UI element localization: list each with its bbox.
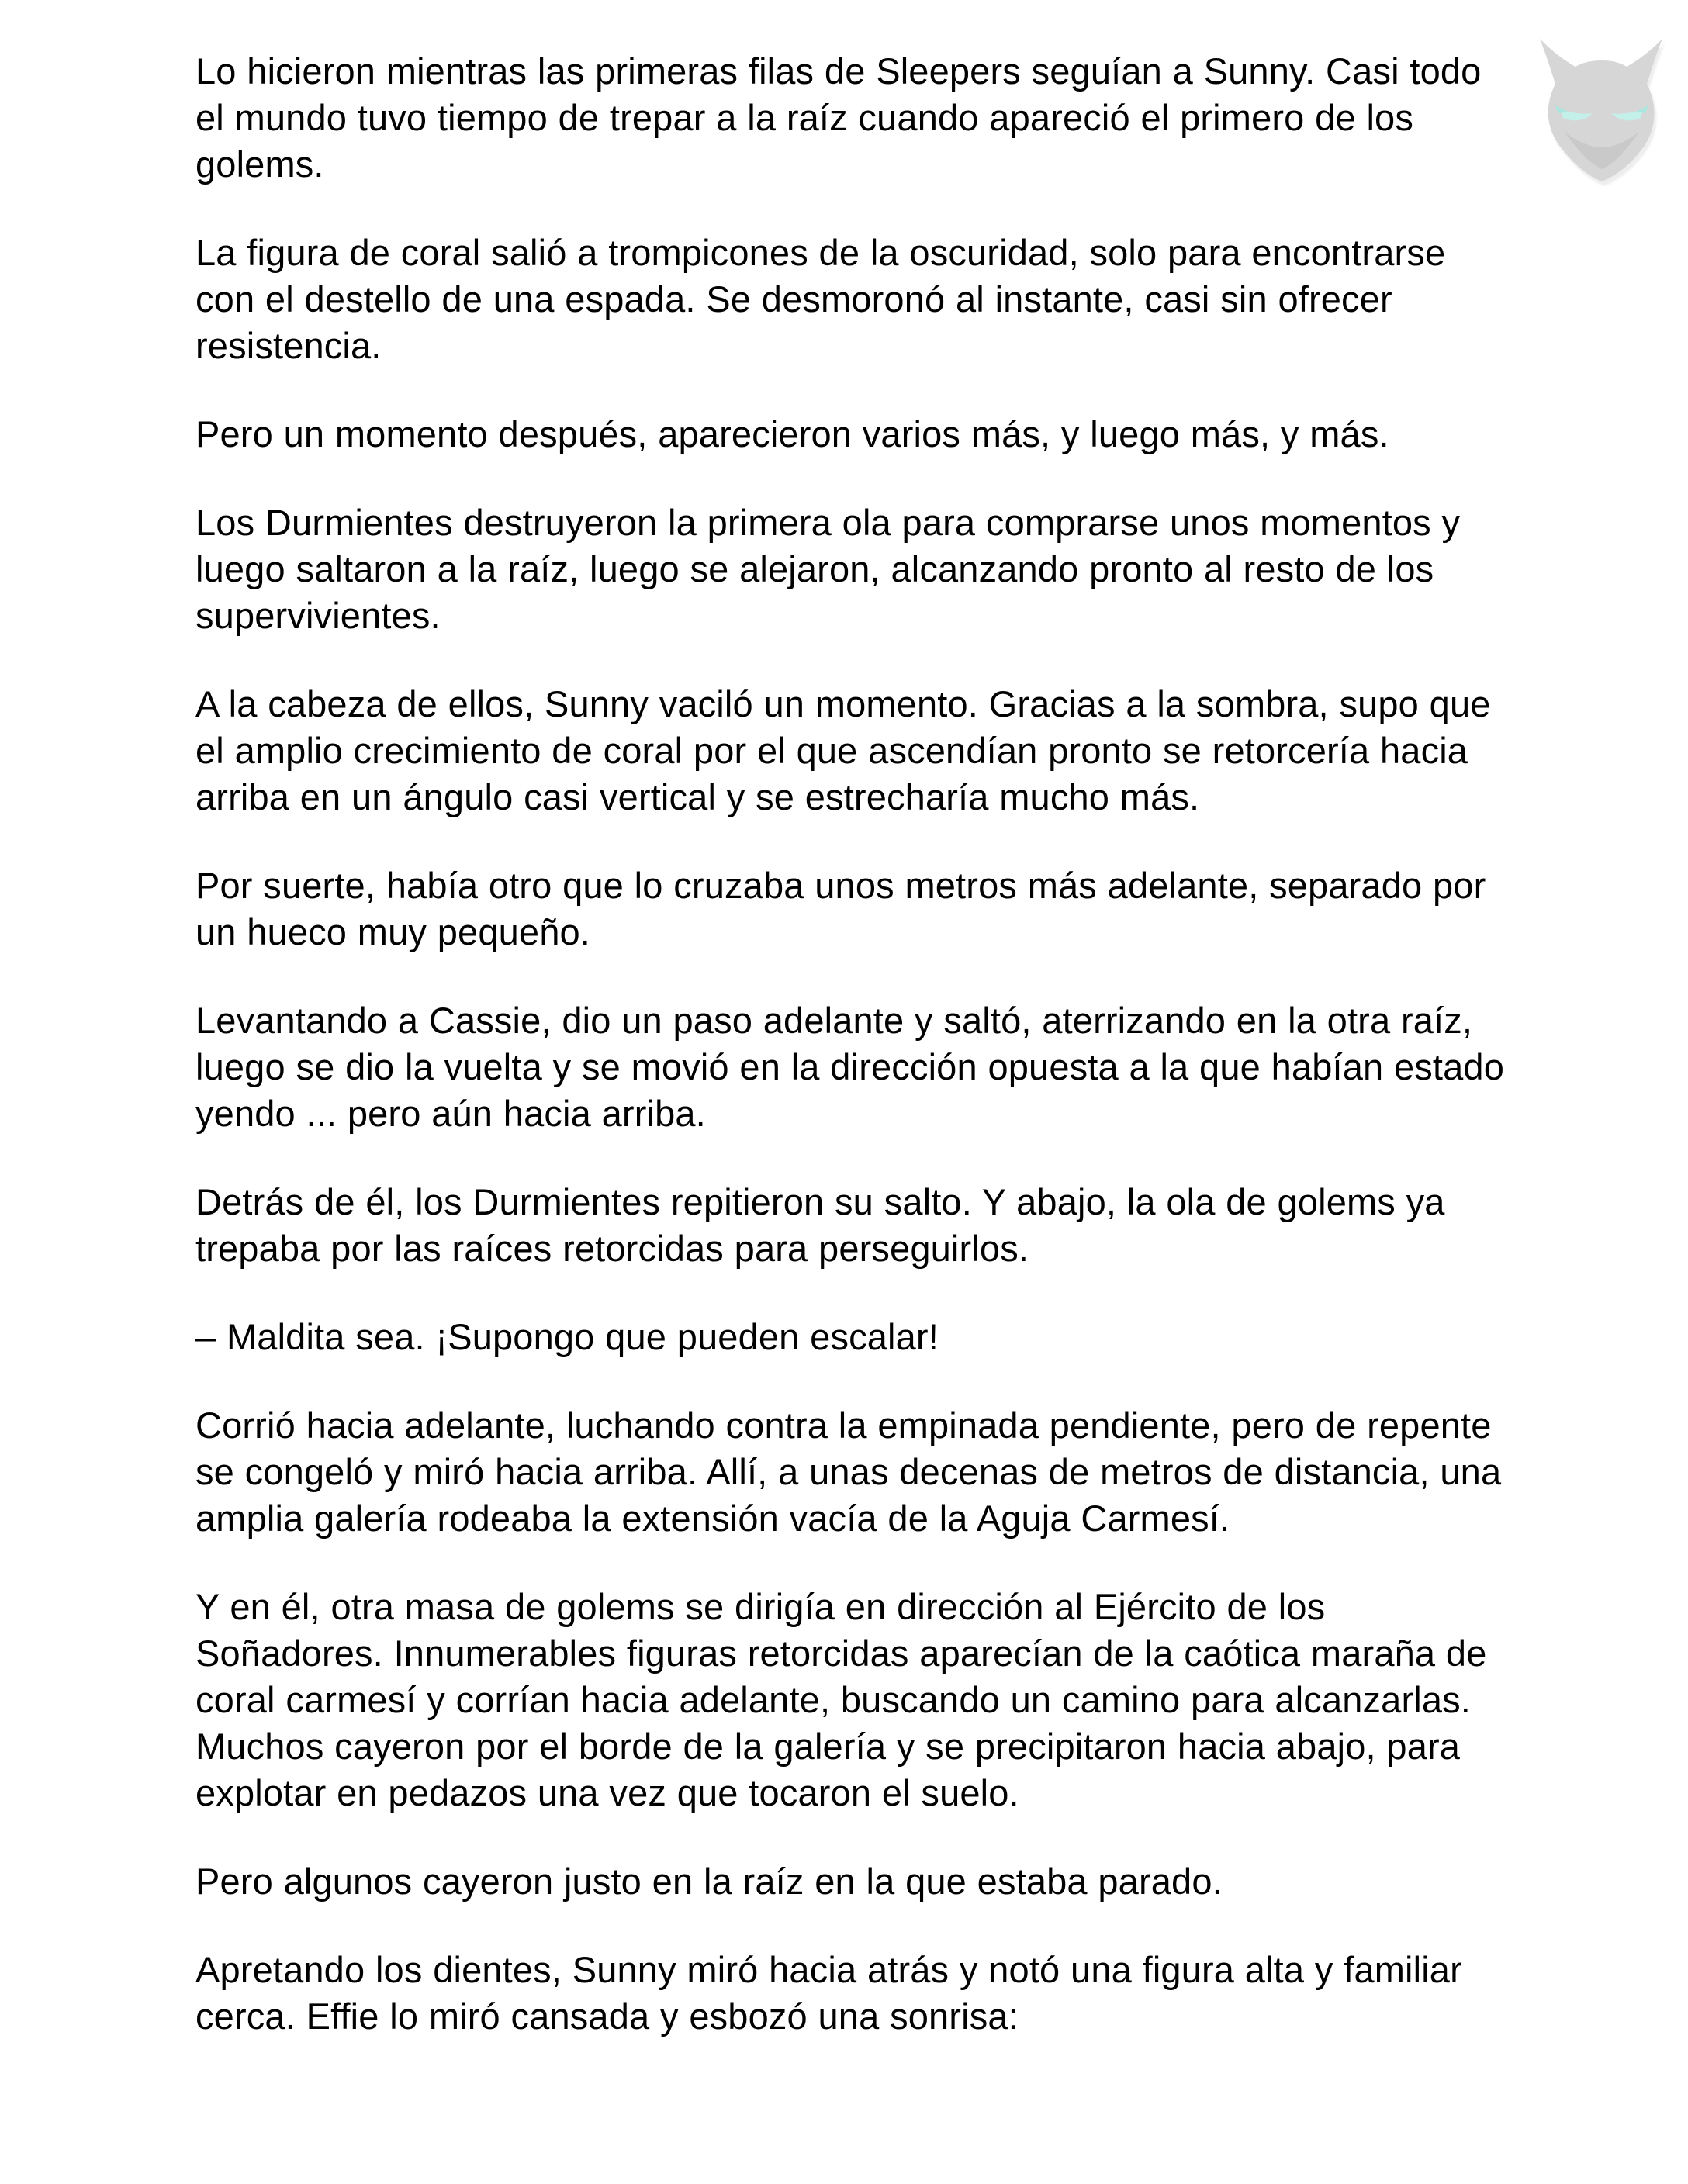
paragraph: Pero algunos cayeron justo en la raíz en la que estaba parado. [195, 1861, 1223, 1902]
paragraph: La figura de coral salió a trompicones de la oscuridad, solo para encontrarse con el destello de una espada. Se desmoronó al instante, casi sin ofrecer resistencia. [195, 232, 1446, 366]
paragraph: A la cabeza de ellos, Sunny vaciló un momento. Gracias a la sombra, supo que el amplio crecimiento de coral por el que ascendían pronto se retorcería hacia arriba en un ángulo casi vertical y se estrecharía mucho más. [195, 683, 1491, 817]
paragraph: Apretando los dientes, Sunny miró hacia atrás y notó una figura alta y familiar cerca. Effie lo miró cansada y esbozó una sonrisa: [195, 1949, 1462, 2037]
paragraph: Pero un momento después, aparecieron varios más, y luego más, y más. [195, 413, 1389, 454]
paragraph: Detrás de él, los Durmientes repitieron su salto. Y abajo, la ola de golems ya trepaba por las raíces retorcidas para perseguirlos. [195, 1181, 1445, 1269]
horned-mask-logo-icon [1524, 16, 1676, 186]
paragraph: Corrió hacia adelante, luchando contra la empinada pendiente, pero de repente se congeló y miró hacia arriba. Allí, a unas decenas de metros de distancia, una amplia galería rodeaba la extensión vacía de la Aguja Carmesí. [195, 1405, 1502, 1539]
paragraph: Levantando a Cassie, dio un paso adelante y saltó, aterrizando en la otra raíz, luego se dio la vuelta y se movió en la dirección opuesta a la que habían estado yendo ... pero aún hacia arriba. [195, 1000, 1505, 1134]
paragraph: Por suerte, había otro que lo cruzaba unos metros más adelante, separado por un hueco muy pequeño. [195, 865, 1486, 952]
paragraph: Lo hicieron mientras las primeras filas de Sleepers seguían a Sunny. Casi todo el mundo tuvo tiempo de trepar a la raíz cuando apareció el primero de los golems. [195, 50, 1482, 185]
paragraph: Los Durmientes destruyeron la primera ola para comprarse unos momentos y luego saltaron a la raíz, luego se alejaron, alcanzando pronto al resto de los supervivientes. [195, 502, 1461, 636]
document-body [195, 48, 1514, 2082]
paragraph: Y en él, otra masa de golems se dirigía en dirección al Ejército de los Soñadores. Innumerables figuras retorcidas aparecían de la caótica maraña de coral carmesí y corrían hacia adelante, buscando un camino para alcanzarlas. Muchos cayeron por el borde de la galería y se precipitaron hacia abajo, para explotar en pedazos una vez que tocaron el suelo. [195, 1586, 1487, 1813]
dialogue-line: – Maldita sea. ¡Supongo que pueden escalar! [195, 1316, 939, 1357]
